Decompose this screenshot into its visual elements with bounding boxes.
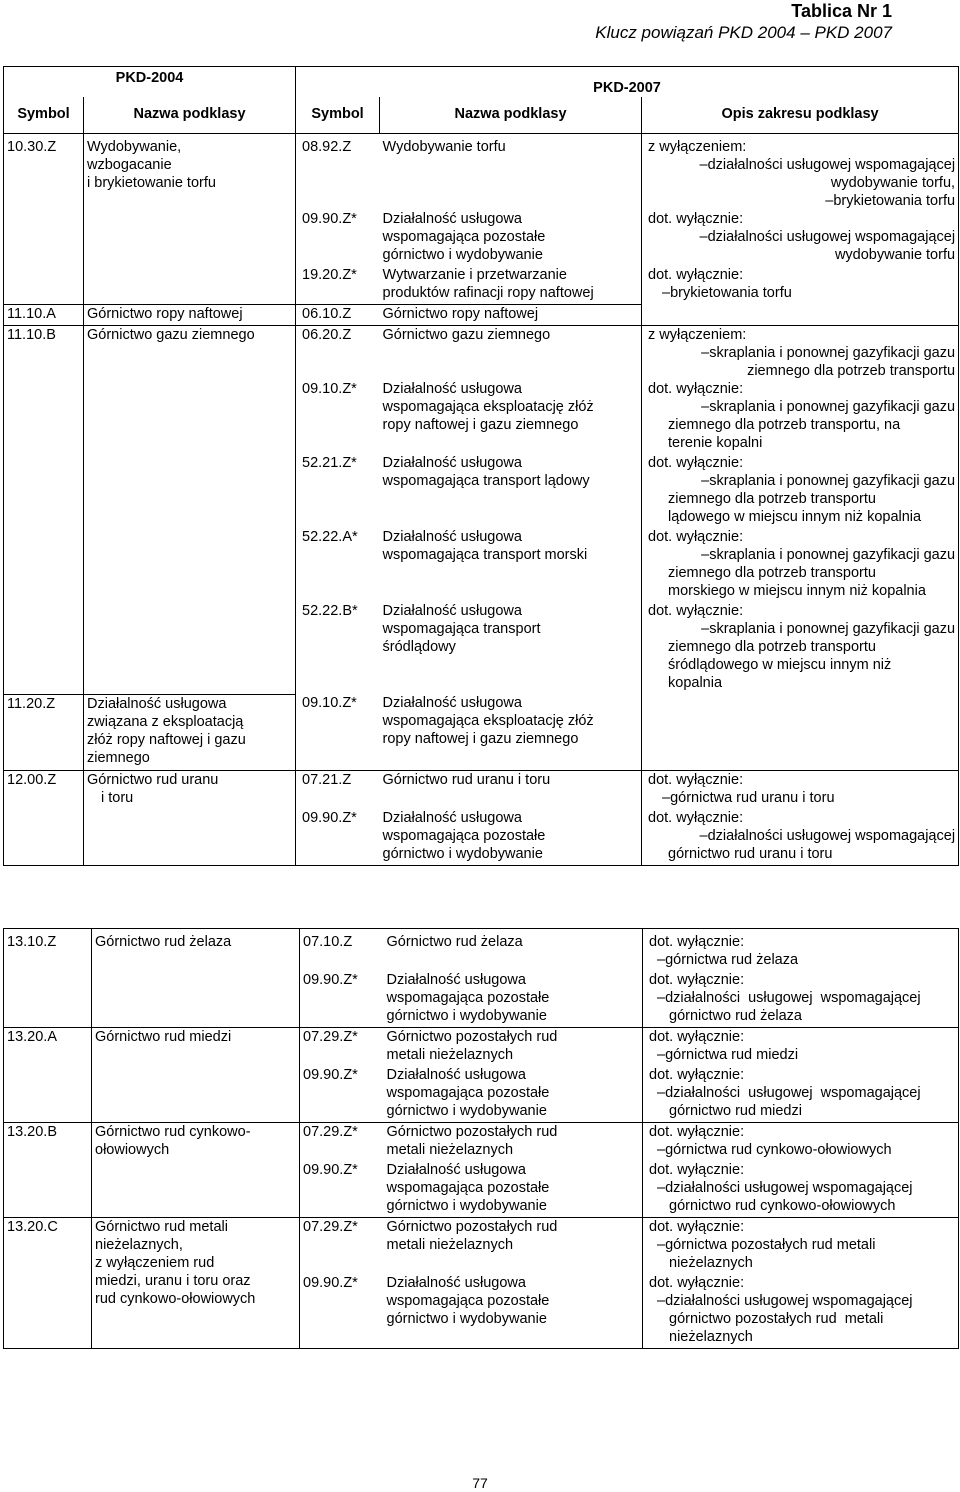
new-name: Działalność usługowa wspomagająca pozostałe górnictwo i wydobywanie <box>386 1067 550 1119</box>
new-symbol: 09.90.Z* <box>300 971 384 1028</box>
new-name: Górnictwo pozostałych rud metali nieżelaznych <box>384 1123 643 1162</box>
new-symbol: 07.29.Z* <box>300 1218 384 1275</box>
new-symbol: 09.10.Z* <box>296 380 380 454</box>
page-number: 77 <box>472 1475 488 1491</box>
pkd2004-header: PKD-2004 <box>115 70 184 86</box>
mapping-table-1 <box>3 66 959 866</box>
new-name: Górnictwo pozostałych rud metali nieżelaznych <box>384 1218 643 1275</box>
old-name: Górnictwo rud miedzi <box>92 1028 300 1123</box>
new-name: Działalność usługowa wspomagająca pozostałe górnictwo i wydobywanie <box>382 211 546 263</box>
old-symbol: 13.20.B <box>4 1123 92 1218</box>
new-symbol: 52.22.A* <box>296 528 380 602</box>
col-description: Opis zakresu podklasy <box>642 97 959 134</box>
new-name: Działalność usługowa wspomagająca eksploatację złóż ropy naftowej i gazu ziemnego <box>382 695 594 747</box>
description: z wyłączeniem: – skraplania i ponownej gazyfikacji gazu ziemnego dla potrzeb transportu <box>642 326 959 381</box>
description: dot. wyłącznie: – skraplania i ponownej gazyfikacji gazu ziemnego dla potrzeb transportu śródlądowego w miejscu innym niż kopalnia <box>642 602 959 694</box>
description: dot. wyłącznie: – skraplania i ponownej gazyfikacji gazu ziemnego dla potrzeb transportu morskiego w miejscu innym niż kopalnia <box>642 528 959 602</box>
new-name: Górnictwo gazu ziemnego <box>380 326 642 381</box>
old-symbol: 13.20.C <box>4 1218 92 1349</box>
new-symbol: 09.90.Z* <box>300 1066 384 1123</box>
old-name: Górnictwo gazu ziemnego <box>84 326 296 695</box>
new-symbol: 07.29.Z* <box>300 1028 384 1067</box>
description: dot. wyłącznie: – działalności usługowej wspomagającej wydobywanie torfu <box>642 210 959 266</box>
col-name-2007: Nazwa podklasy <box>380 97 642 134</box>
description: z wyłączeniem: – działalności usługowej wspomagającej wydobywanie torfu, – brykietowania torfu <box>642 134 959 211</box>
new-name: Działalność usługowa wspomagająca pozostałe górnictwo i wydobywanie <box>382 810 546 862</box>
col-symbol-2004: Symbol <box>4 97 84 134</box>
table-row <box>4 694 959 771</box>
new-name: Działalność usługowa wspomagająca pozostałe górnictwo i wydobywanie <box>386 1275 550 1327</box>
old-symbol: 11.20.Z <box>4 694 84 771</box>
col-symbol-2007: Symbol <box>296 97 380 134</box>
new-name: Górnictwo pozostałych rud metali nieżelaznych <box>384 1028 643 1067</box>
new-name: Działalność usługowa wspomagająca transport morski <box>382 529 588 563</box>
table-row <box>4 771 959 810</box>
description: dot. wyłącznie: – górnictwa rud miedzi <box>643 1028 959 1067</box>
description: dot. wyłącznie: – górnictwa rud żelaza <box>643 929 959 972</box>
old-name: Wydobywanie, wzbogacanie i brykietowanie torfu <box>84 134 296 305</box>
new-symbol: 19.20.Z* <box>296 266 380 305</box>
old-symbol: 13.20.A <box>4 1028 92 1123</box>
description: dot. wyłącznie: – działalności usługowej wspomagającej górnictwo pozostałych rud metali nieżelaznych <box>643 1274 959 1349</box>
col-name-2004: Nazwa podklasy <box>84 97 296 134</box>
new-symbol: 09.90.Z* <box>300 1161 384 1218</box>
old-name: Górnictwo rud metali nieżelaznych, z wyłączeniem rud miedzi, uranu i toru oraz rud cynkowo-ołowiowych <box>92 1218 300 1349</box>
new-symbol: 08.92.Z <box>296 134 380 211</box>
new-symbol: 06.20.Z <box>296 326 380 381</box>
new-symbol: 06.10.Z <box>296 305 380 326</box>
new-name: Działalność usługowa wspomagająca transport śródlądowy <box>382 603 541 655</box>
new-symbol: 52.21.Z* <box>296 454 380 528</box>
description: dot. wyłącznie: – brykietowania torfu <box>642 266 959 305</box>
new-symbol: 09.10.Z* <box>296 694 380 771</box>
new-symbol: 09.90.Z* <box>300 1274 384 1349</box>
table-subtitle: Klucz powiązań PKD 2004 – PKD 2007 <box>595 23 892 42</box>
old-name: Górnictwo rud cynkowo- ołowiowych <box>92 1123 300 1218</box>
old-symbol: 10.30.Z <box>4 134 84 305</box>
old-name: Górnictwo ropy naftowej <box>84 305 296 326</box>
new-symbol: 07.21.Z <box>296 771 380 810</box>
mapping-table-2 <box>3 928 959 1349</box>
description: dot. wyłącznie: – działalności usługowej wspomagającej górnictwo rud cynkowo-ołowiowych <box>643 1161 959 1218</box>
table-row <box>4 1218 959 1275</box>
description: dot. wyłącznie: – działalności usługowej wspomagającej górnictwo rud uranu i toru <box>642 809 959 866</box>
new-symbol: 52.22.B* <box>296 602 380 694</box>
new-name: Działalność usługowa wspomagająca pozostałe górnictwo i wydobywanie <box>386 972 550 1024</box>
new-name: Działalność usługowa wspomagająca eksploatację złóż ropy naftowej i gazu ziemnego <box>382 381 594 433</box>
description: dot. wyłącznie: – skraplania i ponownej gazyfikacji gazu ziemnego dla potrzeb transportu, na terenie kopalni <box>642 380 959 454</box>
new-name: Górnictwo ropy naftowej <box>380 305 642 326</box>
description: dot. wyłącznie: – górnictwa pozostałych rud metali nieżelaznych <box>643 1218 959 1275</box>
old-symbol: 12.00.Z <box>4 771 84 866</box>
description <box>642 694 959 771</box>
new-symbol: 07.10.Z <box>300 929 384 972</box>
table-row <box>4 1028 959 1067</box>
new-name: Górnictwo rud uranu i toru <box>380 771 642 810</box>
table-row <box>4 929 959 972</box>
description: dot. wyłącznie: – skraplania i ponownej gazyfikacji gazu ziemnego dla potrzeb transportu lądowego w miejscu innym niż kopalnia <box>642 454 959 528</box>
old-symbol: 11.10.B <box>4 326 84 695</box>
old-symbol: 11.10.A <box>4 305 84 326</box>
old-symbol: 13.10.Z <box>7 934 57 950</box>
table-number: Tablica Nr 1 <box>791 1 892 21</box>
old-name: Działalność usługowa związana z eksploatacją złóż ropy naftowej i gazu ziemnego <box>84 694 296 771</box>
old-name: Górnictwo rud uranu i toru <box>84 771 296 866</box>
new-name: Działalność usługowa wspomagająca transport lądowy <box>382 455 590 489</box>
new-name: Wydobywanie torfu <box>380 134 642 211</box>
new-symbol: 09.90.Z* <box>296 210 380 266</box>
pkd2007-header: PKD-2007 <box>296 67 959 98</box>
new-name: Górnictwo rud żelaza <box>386 934 523 950</box>
description <box>642 305 959 326</box>
new-name: Wytwarzanie i przetwarzanie produktów rafinacji ropy naftowej <box>382 267 594 301</box>
new-name: Działalność usługowa wspomagająca pozostałe górnictwo i wydobywanie <box>386 1162 550 1214</box>
table-row <box>4 326 959 381</box>
new-symbol: 09.90.Z* <box>296 809 380 866</box>
description: dot. wyłącznie: – górnictwa rud uranu i toru <box>642 771 959 810</box>
table-row <box>4 305 959 326</box>
old-name: Górnictwo rud żelaza <box>92 929 300 1028</box>
description: dot. wyłącznie: – działalności usługowej wspomagającej górnictwo rud żelaza <box>643 971 959 1028</box>
description: dot. wyłącznie: – górnictwa rud cynkowo-ołowiowych <box>643 1123 959 1162</box>
table-row <box>4 1123 959 1162</box>
description: dot. wyłącznie: – działalności usługowej wspomagającej górnictwo rud miedzi <box>643 1066 959 1123</box>
table-row <box>4 134 959 211</box>
new-symbol: 07.29.Z* <box>300 1123 384 1162</box>
